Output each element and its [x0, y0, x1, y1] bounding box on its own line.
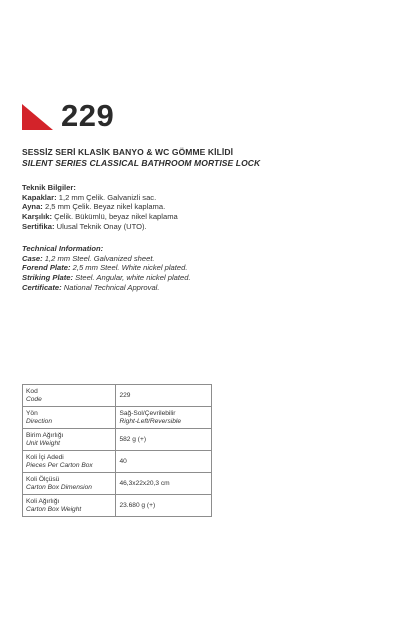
spec-text: Steel. Angular, white nickel plated.: [73, 273, 191, 283]
title-turkish: SESSİZ SERİ KLASİK BANYO & WC GÖMME KİLİDİ: [22, 147, 234, 157]
product-titles: [22, 147, 382, 169]
spec-line: [22, 283, 382, 293]
spec-text: 2,5 mm Steel. White nickel plated.: [70, 263, 188, 273]
spec-label: Sertifika:: [22, 221, 55, 231]
label-english: Code: [26, 395, 42, 403]
row-value-cell: [116, 451, 212, 473]
row-label-cell: [23, 429, 116, 451]
specification-table: [22, 384, 212, 517]
label-english: Carton Box Dimension: [26, 483, 92, 491]
spec-label: Striking Plate:: [22, 273, 74, 283]
spec-text: 1,2 mm Steel. Galvanized sheet.: [42, 253, 155, 263]
table-row: [23, 385, 212, 407]
spec-label: Forend Plate:: [22, 263, 71, 273]
spec-line: [22, 222, 382, 232]
table-row: [23, 495, 212, 517]
spec-label: Ayna:: [22, 202, 43, 212]
technical-info-turkish: [22, 183, 382, 232]
value-turkish: 229: [119, 391, 131, 399]
spec-label: Kapaklar:: [22, 192, 57, 202]
row-value-cell: [116, 407, 212, 429]
label-english: Direction: [26, 417, 53, 425]
title-english: SILENT SERIES CLASSICAL BATHROOM MORTISE LOCK: [22, 158, 261, 168]
spec-text: 2,5 mm Çelik. Beyaz nikel kaplama.: [42, 202, 166, 212]
label-turkish: Yön: [26, 409, 38, 417]
label-turkish: Birim Ağırlığı: [26, 431, 64, 439]
label-turkish: Koli İçi Adedi: [26, 453, 64, 461]
row-label-cell: [23, 385, 116, 407]
label-english: Unit Weight: [26, 439, 60, 447]
row-value-cell: [116, 495, 212, 517]
row-value-cell: [116, 385, 212, 407]
value-turkish: 23.680 g (+): [119, 501, 156, 509]
red-triangle-icon: [22, 104, 53, 130]
label-turkish: Koli Ölçüsü: [26, 475, 60, 483]
label-english: Pieces Per Carton Box: [26, 461, 93, 469]
model-number: 229: [61, 98, 115, 133]
spec-line: [22, 263, 382, 273]
row-value-cell: [116, 473, 212, 495]
spec-line: [22, 202, 382, 212]
table-row: [23, 407, 212, 429]
technical-info-english: [22, 244, 382, 293]
spec-line: [22, 273, 382, 283]
value-turkish: 46,3x22x20,3 cm: [119, 479, 170, 487]
value-english: Right-Left/Reversible: [119, 417, 182, 425]
label-turkish: Kod: [26, 387, 38, 395]
value-turkish: 582 g (+): [119, 435, 147, 443]
spec-label: Karşılık:: [22, 212, 52, 222]
row-label-cell: [23, 495, 116, 517]
spec-text: Ulusal Teknik Onay (UTO).: [54, 221, 147, 231]
row-label-cell: [23, 473, 116, 495]
row-value-cell: [116, 429, 212, 451]
spec-line: [22, 212, 382, 222]
spec-text: National Technical Approval.: [61, 282, 160, 292]
value-turkish: 40: [119, 457, 127, 465]
row-label-cell: [23, 451, 116, 473]
value-turkish: Sağ-Sol/Çevrilebilir: [119, 409, 176, 417]
technical-heading-turkish: Teknik Bilgiler:: [22, 183, 76, 192]
spec-text: Çelik. Bükümlü, beyaz nikel kaplama: [51, 212, 178, 222]
spec-line: [22, 193, 382, 203]
spec-text: 1,2 mm Çelik. Galvanizli sac.: [56, 192, 157, 202]
table-row: [23, 473, 212, 495]
table-row: [23, 429, 212, 451]
label-turkish: Koli Ağırlığı: [26, 497, 60, 505]
technical-heading-english: Technical Information:: [22, 244, 104, 253]
spec-label: Certificate:: [22, 282, 62, 292]
row-label-cell: [23, 407, 116, 429]
spec-line: [22, 254, 382, 264]
table-row: [23, 451, 212, 473]
spec-label: Case:: [22, 253, 43, 263]
label-english: Carton Box Weight: [26, 505, 82, 513]
